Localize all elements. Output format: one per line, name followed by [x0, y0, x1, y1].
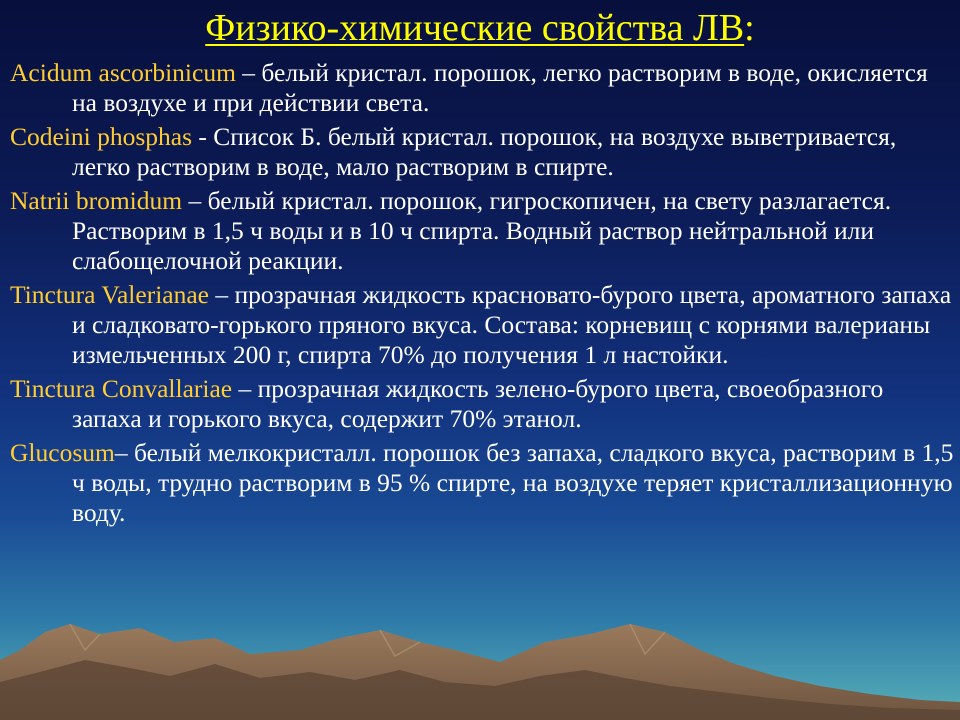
drug-description: – прозрачная жидкость зелено-бурого цвета, своеобразного запаха и горького вкуса, содержит 70% этанол. — [72, 374, 884, 433]
drug-description: – прозрачная жидкость красновато-бурого цвета, ароматного запаха и сладковато-горького пряного вкуса. Состава: корневищ с корнями валерианы измельченных 200 г, спирта 70% до получения 1 л настойки. — [72, 280, 952, 369]
latin-drug-name: Natrii bromidum — [10, 186, 183, 215]
latin-drug-name: Acidum ascorbinicum — [10, 58, 236, 87]
latin-drug-name: Glucosum — [10, 438, 115, 467]
list-item — [10, 122, 954, 182]
latin-drug-name: Tinctura Convallariae — [10, 374, 233, 403]
mountain-range-illustration — [0, 620, 960, 720]
properties-list — [10, 58, 954, 532]
drug-description: – белый кристал. порошок, гигроскопичен, на свету разлагается. Растворим в 1,5 ч воды и в 10 ч спирта. Водный раствор нейтральной или слабощелочной реакции. — [72, 186, 892, 275]
latin-drug-name: Codeini phosphas — [10, 122, 193, 151]
slide-title-text: Физико-химические свойства ЛВ — [205, 7, 745, 49]
list-item — [10, 438, 954, 528]
list-item — [10, 58, 954, 118]
slide-title-colon: : — [744, 7, 755, 49]
drug-description: – белый кристал. порошок, легко растворим в воде, окисляется на воздухе и при действии света. — [72, 58, 928, 117]
slide-title — [0, 6, 960, 50]
drug-description: - Список Б. белый кристал. порошок, на воздухе выветривается, легко растворим в воде, мало растворим в спирте. — [72, 122, 897, 181]
list-item — [10, 186, 954, 276]
list-item — [10, 280, 954, 370]
latin-drug-name: Tinctura Valerianae — [10, 280, 209, 309]
drug-description: – белый мелкокристалл. порошок без запаха, сладкого вкуса, растворим в 1,5 ч воды, трудно растворим в 95 % спирте, на воздухе теряет кристаллизационную воду. — [72, 438, 954, 527]
list-item — [10, 374, 954, 434]
